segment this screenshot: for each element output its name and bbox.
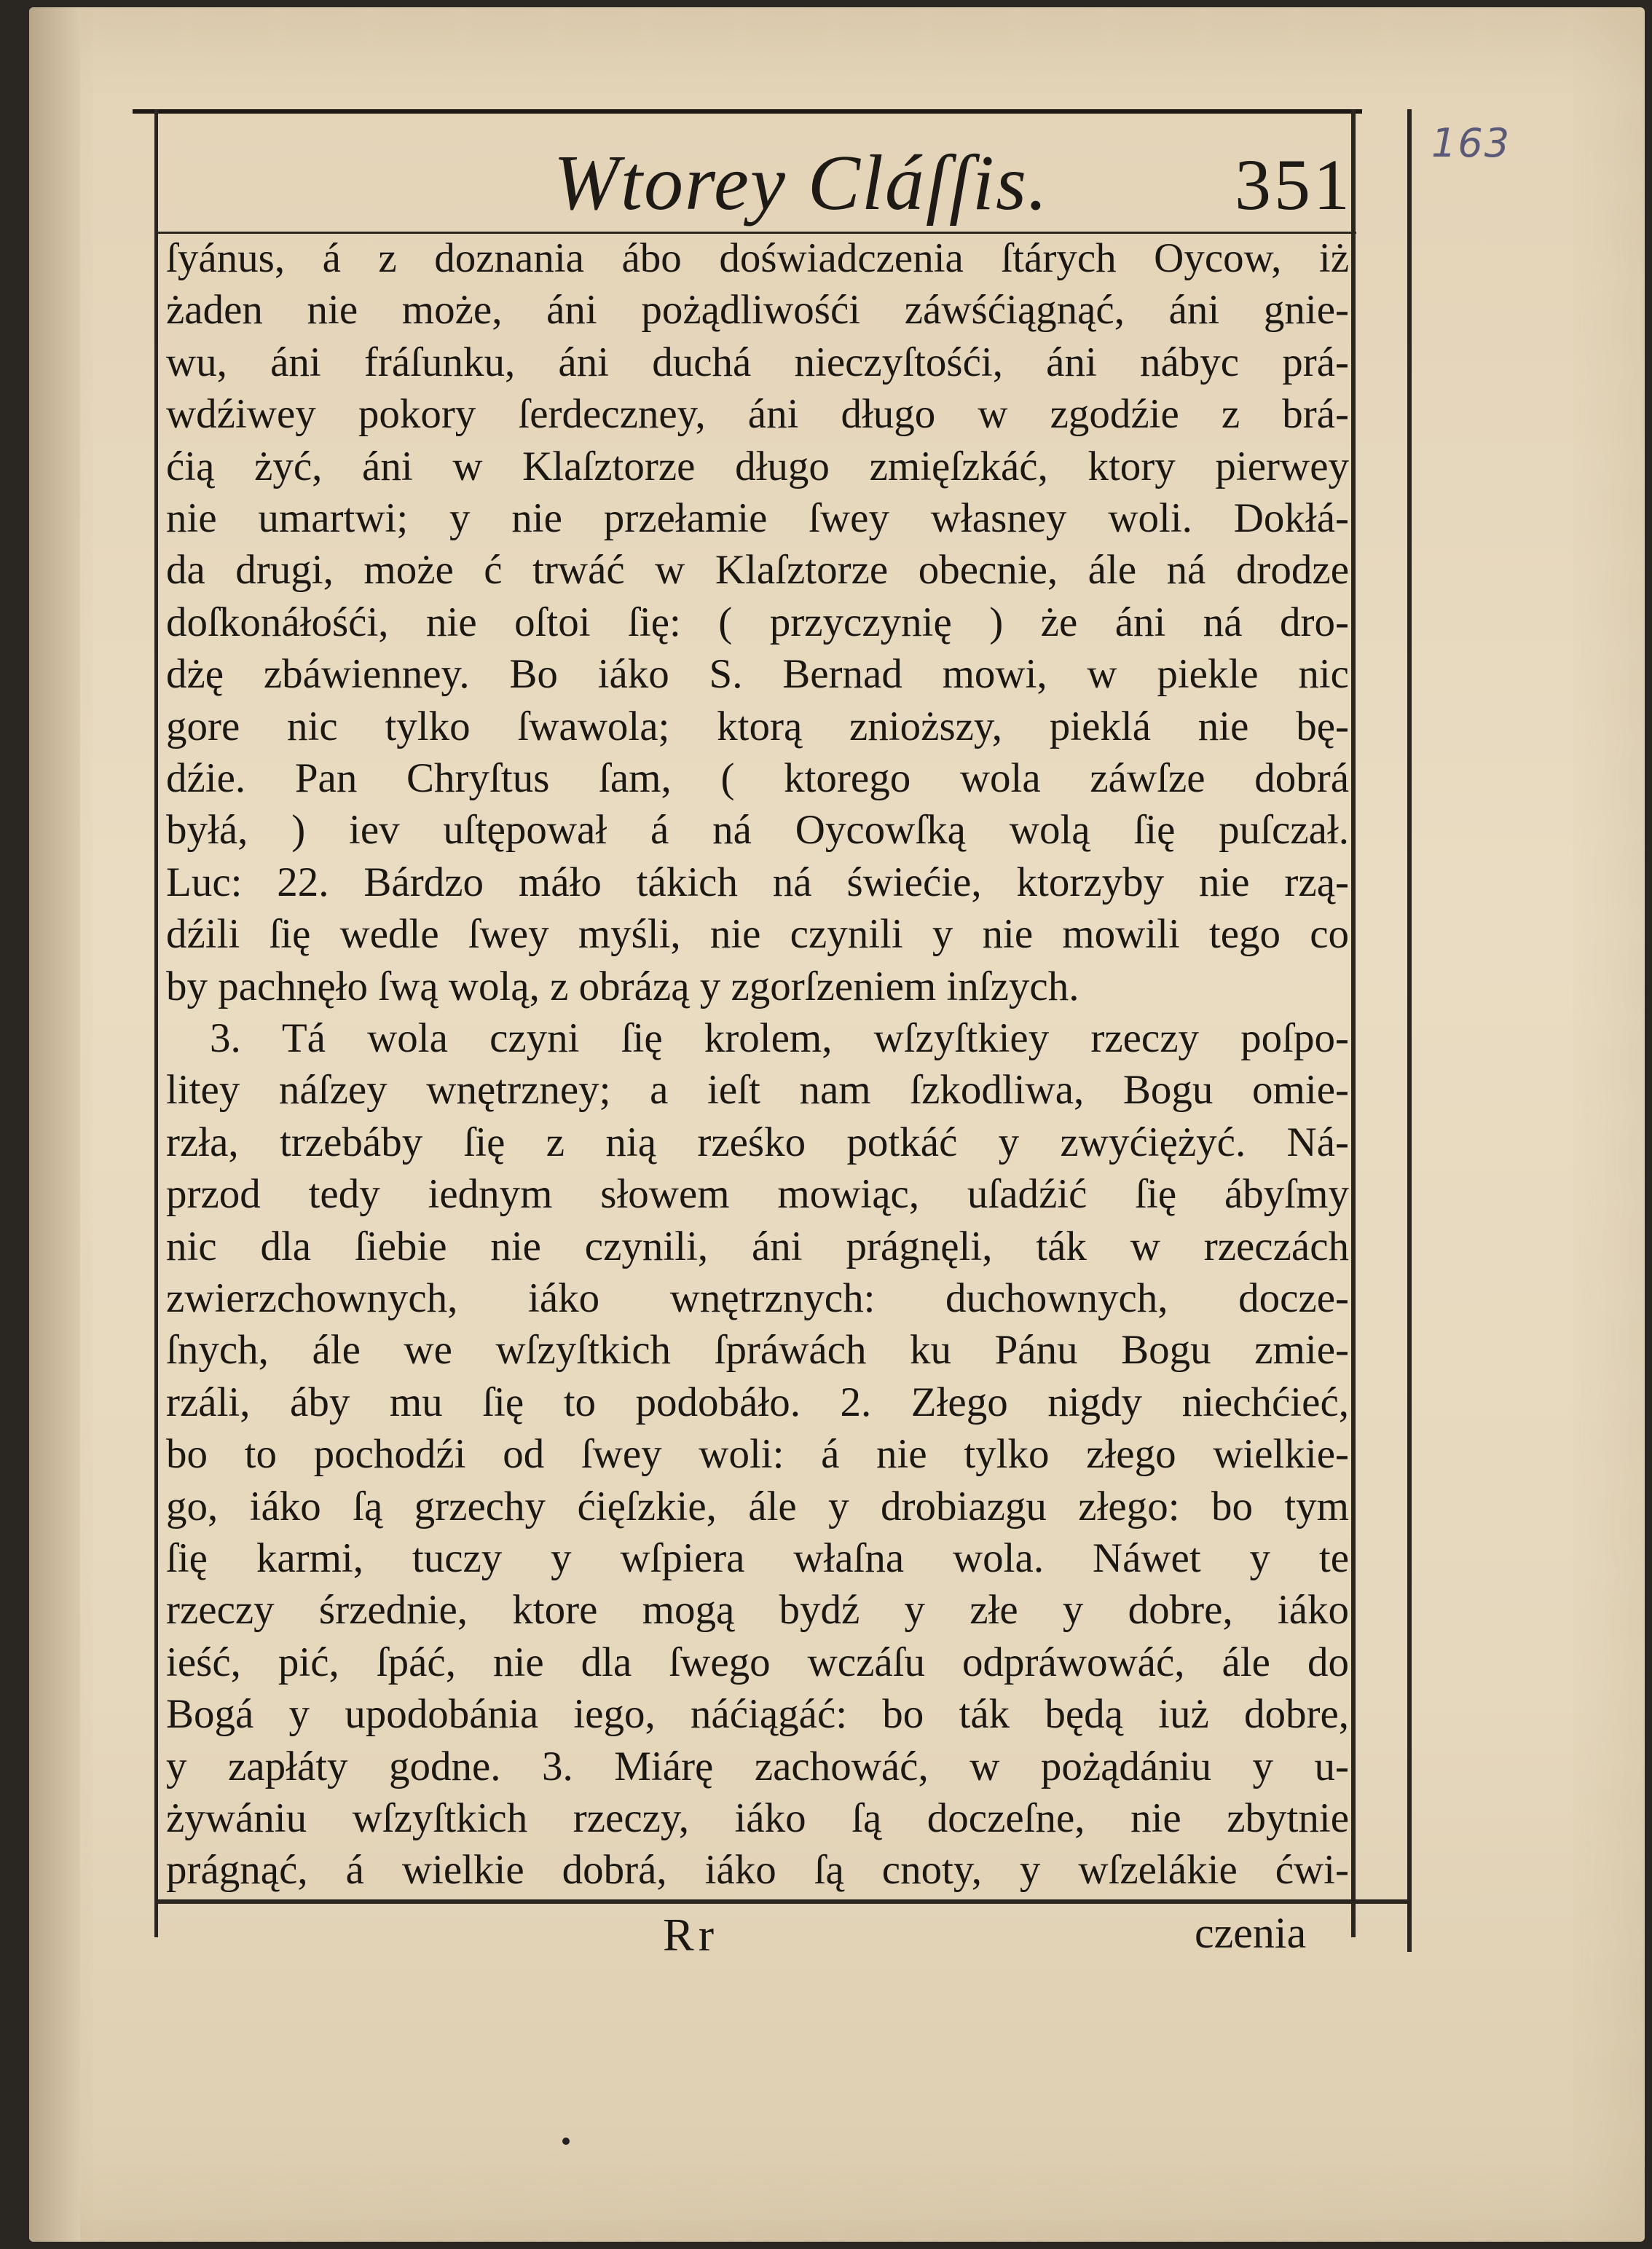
page-gutter bbox=[29, 7, 80, 2242]
text-line: nic dla ſiebie nie czynili, áni prágnęli, ták w rzeczách bbox=[166, 1223, 1349, 1269]
body-text bbox=[166, 235, 1349, 1899]
text-line: rzáli, áby mu ſię to podobáło. 2. Złego nigdy niechćieć, bbox=[166, 1379, 1349, 1425]
text-line: prágnąć, á wielkie dobrá, iáko ſą cnoty, y wſzelákie ćwi- bbox=[166, 1847, 1349, 1894]
handwritten-folio-number: 163 bbox=[1431, 120, 1511, 166]
signature-mark: Rr bbox=[663, 1909, 718, 1961]
text-line: rzła, trzebáby ſię z nią rześko potkáć y zwyćiężyć. Ná- bbox=[166, 1119, 1349, 1165]
text-line: litey náſzey wnętrzney; a ieſt nam ſzkodliwa, Bogu omie- bbox=[166, 1067, 1349, 1114]
frame-outer-right-rule bbox=[1407, 109, 1412, 1952]
text-line: y zapłáty godne. 3. Miárę zachowáć, w pożądániu y u- bbox=[166, 1743, 1349, 1789]
header-rule bbox=[154, 232, 1356, 234]
text-line: Luc: 22. Bárdzo máło tákich ná świećie, ktorzyby nie rzą- bbox=[166, 859, 1349, 905]
text-line: dżę zbáwienney. Bo iáko S. Bernad mowi, w piekle nic bbox=[166, 651, 1349, 698]
text-line: dźili ſię wedle ſwey myśli, nie czynili y nie mowili tego co bbox=[166, 911, 1349, 958]
text-line: wu, áni fráſunku, áni duchá nieczyſtośći, áni nábyc prá- bbox=[166, 339, 1349, 385]
frame-left-rule bbox=[154, 109, 158, 1937]
text-line: ieść, pić, ſpáć, nie dla ſwego wczáſu odpráwowáć, ále do bbox=[166, 1639, 1349, 1685]
footer-rule bbox=[154, 1899, 1407, 1904]
text-line: ćią żyć, áni w Klaſztorze długo zmięſzkáć, ktory pierwey bbox=[166, 443, 1349, 489]
text-line: żywániu wſzyſtkich rzeczy, iáko ſą doczeſne, nie zbytnie bbox=[166, 1795, 1349, 1841]
text-line: rzeczy śrzednie, ktore mogą bydź y złe y dobre, iáko bbox=[166, 1587, 1349, 1634]
text-line: dźie. Pan Chryſtus ſam, ( ktorego wola záwſze dobrá bbox=[166, 755, 1349, 801]
text-line: ſnych, ále we wſzyſtkich ſpráwách ku Pánu Bogu zmie- bbox=[166, 1327, 1349, 1374]
text-line: przod tedy iednym słowem mowiąc, uſadźić ſię ábyſmy bbox=[166, 1171, 1349, 1218]
page-number: 351 bbox=[1235, 144, 1353, 225]
catchword: czenia bbox=[1195, 1909, 1307, 1957]
frame-right-rule bbox=[1351, 109, 1356, 1937]
text-line: żaden nie może, áni pożądliwośći záwśćiągnąć, áni gnie- bbox=[166, 287, 1349, 334]
text-line: bo to pochodźi od ſwey woli: á nie tylko złego wielkie- bbox=[166, 1431, 1349, 1478]
running-head: Wtorey Cláſſis. bbox=[554, 140, 1049, 227]
text-line: byłá, ) iev uſtępował á ná Oycowſką wolą ſię puſczał. bbox=[166, 807, 1349, 854]
ink-spot bbox=[562, 2138, 570, 2145]
text-line: ſię karmi, tuczy y wſpiera właſna wola. Náwet y te bbox=[166, 1535, 1349, 1581]
text-line: da drugi, może ć trwáć w Klaſztorze obecnie, ále ná drodze bbox=[166, 547, 1349, 594]
text-line: wdźiwey pokory ſerdeczney, áni długo w zgodźie z brá- bbox=[166, 391, 1349, 438]
text-line: zwierzchownych, iáko wnętrznych: duchownych, docze- bbox=[166, 1275, 1349, 1321]
text-line: nie umartwi; y nie przełamie ſwey własney woli. Dokłá- bbox=[166, 495, 1349, 541]
text-line: 3. Tá wola czyni ſię krolem, wſzyſtkiey rzeczy poſpo- bbox=[210, 1015, 1349, 1061]
text-line: ſyánus, á z doznania ábo doświadczenia ſtárych Oycow, iż bbox=[166, 235, 1349, 281]
text-line: gore nic tylko ſwawola; ktorą znioższy, pieklá nie bę- bbox=[166, 703, 1349, 749]
text-line: doſkonáłośći, nie oſtoi ſię: ( przyczynię ) że áni ná dro- bbox=[166, 599, 1349, 645]
text-line: Bogá y upodobánia iego, náćiągáć: bo ták będą iuż dobre, bbox=[166, 1691, 1349, 1738]
text-line: go, iáko ſą grzechy ćięſzkie, ále y drobiazgu złego: bo tym bbox=[166, 1483, 1349, 1529]
text-line: by pachnęło ſwą wolą, z obrázą y zgorſzeniem inſzych. bbox=[166, 963, 1079, 1009]
